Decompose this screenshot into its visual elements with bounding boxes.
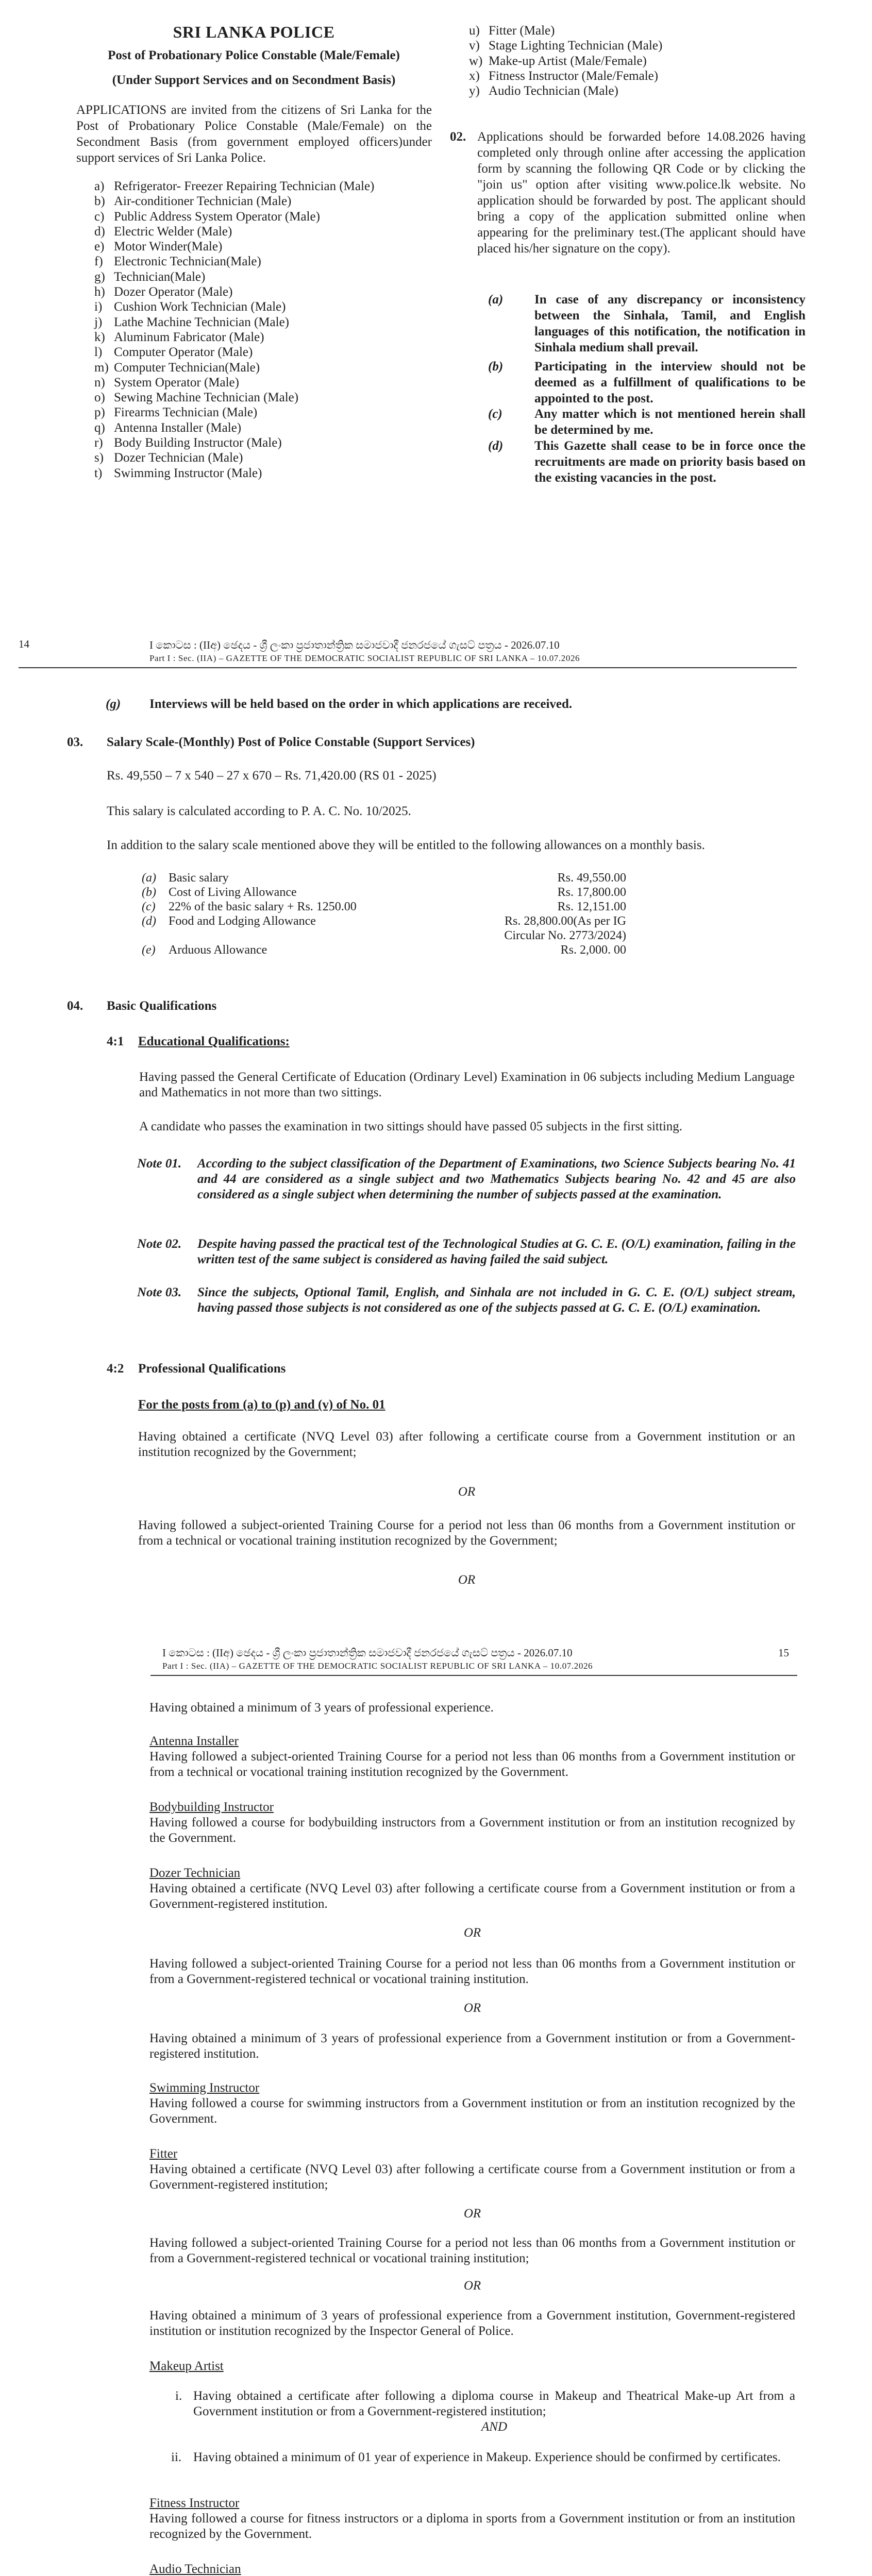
post-key: c) [94, 209, 105, 224]
posts-list-right [469, 23, 799, 98]
fitter-heading: Fitter [149, 2147, 178, 2161]
notice-subtitle: Post of Probationary Police Constable (Male/Female) [108, 48, 400, 62]
post-label: Electric Welder (Male) [114, 224, 232, 239]
posts-a-to-p-heading: For the posts from (a) to (p) and (v) of No. 01 [138, 1398, 385, 1412]
or-separator: OR [458, 1485, 476, 1499]
fitter-training: Having followed a subject-oriented Training Course for a period not less than 06 months from a Government institution or from a Government-registered technical or vocational training institution; [149, 2236, 795, 2265]
allowance-value-note: Circular No. 2773/2024) [504, 929, 626, 942]
post-label: Stage Lighting Technician (Male) [489, 39, 663, 53]
bodybuilding-instructor-text: Having followed a course for bodybuilding instructors from a Government institution or from an institution recognized by the Government. [149, 1816, 795, 1845]
section-03-number: 03. [67, 735, 83, 749]
post-list-item [469, 69, 799, 83]
post-key: u) [469, 24, 480, 38]
post-key: m) [94, 360, 109, 375]
post-label: System Operator (Male) [114, 375, 239, 389]
post-list-item [94, 194, 424, 209]
section-03-title: Salary Scale-(Monthly) Post of Police Constable (Support Services) [107, 735, 475, 749]
post-key: r) [94, 436, 103, 450]
post-list-item [94, 254, 424, 269]
or-separator: OR [463, 2279, 481, 2293]
post-label: Aluminum Fabricator (Male) [114, 330, 264, 344]
salary-scale: Rs. 49,550 – 7 x 540 – 27 x 670 – Rs. 71,420.00 (RS 01 - 2025) [107, 769, 437, 783]
notice-title: SRI LANKA POLICE [173, 23, 335, 41]
notice-note [488, 406, 806, 438]
gazette-header-sinhala-15: I කොටස : (IIඅ) ඡෙදය - ශ්‍රී ලංකා ප්‍රජාතාන්ත්‍රික සමාජවාදී ජනරජයේ ගැසට් පත්‍රය - 2026.07.10 [162, 1647, 573, 1659]
post-list-item [94, 284, 424, 299]
post-label: Swimming Instructor (Male) [114, 466, 262, 480]
post-label: Dozer Operator (Male) [114, 285, 233, 299]
prof-experience-line: Having obtained a minimum of 3 years of professional experience. [149, 1701, 494, 1715]
section-number-02: 02. [450, 130, 466, 144]
or-separator: OR [463, 2001, 481, 2015]
post-list-item [94, 224, 424, 239]
notice-note [488, 292, 806, 355]
post-list-item [94, 466, 424, 481]
post-key: p) [94, 405, 105, 420]
section-4-1-number: 4:1 [107, 1035, 124, 1048]
note-text: Any matter which is not mentioned herein shall be determined by me. [534, 407, 806, 437]
section-02-text: Applications should be forwarded before 14.08.2026 having completed only through online after accessing the application form by scanning the following QR Code or by clicking the "join us" option after visiting www.police.lk website. No application should be forwarded by post. The applicant should bring a copy of the application submitted online when appearing for the preliminary test.(The applicant should have placed his/her signature on the copy). [477, 130, 806, 256]
note-text: This Gazette shall cease to be in force once the recruitments are made on priority basis based on the existing vacancies in the post. [534, 439, 806, 485]
post-key: b) [94, 194, 105, 209]
allowance-label: Basic salary [169, 871, 229, 885]
allowance-value: Rs. 2,000. 00 [560, 943, 626, 957]
makeup-item-ii-key: ii. [171, 2450, 182, 2464]
section-4-2-number: 4:2 [107, 1362, 124, 1376]
post-label: Fitness Instructor (Male/Female) [489, 69, 659, 83]
post-label: Antenna Installer (Male) [114, 420, 242, 435]
post-key: f) [94, 255, 103, 269]
post-label: Body Building Instructor (Male) [114, 436, 282, 450]
fitter-experience: Having obtained a minimum of 3 years of professional experience from a Government institution, Government-registered institution or institution recognized by the Inspector General of Police. [149, 2309, 795, 2338]
education-note-key: Note 02. [137, 1237, 182, 1251]
post-list-item [94, 315, 424, 330]
allowance-row [142, 914, 626, 943]
section-4-1-title: Educational Qualifications: [138, 1035, 290, 1048]
post-label: Make-up Artist (Male/Female) [489, 54, 647, 68]
note-g-text: Interviews will be held based on the order in which applications are received. [149, 697, 573, 711]
header-rule-14 [19, 667, 797, 668]
intro-paragraph: APPLICATIONS are invited from the citizens of Sri Lanka for the Post of Probationary Police Constable (Male/Female) on the Secondment Basis (from government employed officers)under support services of Sri Lanka Police. [76, 103, 432, 165]
dozer-technician-experience: Having obtained a minimum of 3 years of professional experience from a Government institution or from a Government-registered institution. [149, 2031, 795, 2061]
post-list-item [94, 375, 424, 390]
dozer-technician-training: Having followed a subject-oriented Training Course for a period not less than 06 months from a Government institution or from a Government-registered technical or vocational training institution. [149, 1957, 795, 1986]
allowance-value: Rs. 17,800.00 [557, 886, 626, 899]
post-label: Air-conditioner Technician (Male) [114, 194, 292, 209]
post-label: Lathe Machine Technician (Male) [114, 315, 289, 329]
and-separator: AND [481, 2420, 507, 2434]
post-key: j) [94, 315, 103, 329]
post-key: e) [94, 240, 105, 254]
allowance-value: Rs. 49,550.00 [557, 871, 626, 885]
allowance-label: 22% of the basic salary + Rs. 1250.00 [169, 900, 357, 913]
post-label: Motor Winder(Male) [114, 240, 223, 254]
post-list-item [94, 179, 424, 194]
post-key: y) [469, 84, 480, 98]
post-key: a) [94, 179, 105, 193]
post-list-item [94, 209, 424, 224]
post-list-item [94, 450, 424, 465]
note-text: Participating in the interview should not be deemed as a fulfillment of qualifications to be appointed to the post. [534, 360, 806, 405]
note-text: In case of any discrepancy or inconsistency between the Sinhala, Tamil, and English languages of this notification, the notification in Sinhala medium shall prevail. [534, 293, 806, 354]
note-key: (b) [488, 360, 504, 374]
post-key: l) [94, 345, 103, 360]
education-note [137, 1236, 796, 1267]
post-list-item [469, 83, 799, 98]
section-4-2-title: Professional Qualifications [138, 1362, 286, 1376]
makeup-artist-heading: Makeup Artist [149, 2359, 224, 2373]
allowance-label: Food and Lodging Allowance [169, 914, 316, 928]
post-label: Technician(Male) [114, 269, 206, 284]
post-key: t) [94, 466, 103, 480]
post-label: Electronic Technician(Male) [114, 255, 261, 269]
education-note [137, 1285, 796, 1316]
allowance-value: Rs. 12,151.00 [557, 900, 626, 913]
section-04-number: 04. [67, 999, 83, 1013]
allowance-label: Arduous Allowance [169, 943, 267, 957]
post-key: d) [94, 224, 105, 239]
post-key: n) [94, 375, 105, 389]
post-label: Dozer Technician (Male) [114, 451, 243, 465]
note-g-key: (g) [106, 697, 121, 711]
pac-circular-line: This salary is calculated according to P. A. C. No. 10/2025. [107, 804, 411, 818]
allowance-label: Cost of Living Allowance [169, 886, 297, 899]
header-rule-15 [150, 1675, 797, 1676]
swimming-instructor-text: Having followed a course for swimming instructors from a Government institution or from an institution recognized by the Government. [149, 2096, 795, 2126]
allowance-key: (d) [142, 914, 156, 928]
post-list-item [94, 269, 424, 284]
makeup-item-i-text: Having obtained a certificate after following a diploma course in Makeup and Theatrical Make-up Art from a Government institution or from a Government-registered institution; [193, 2389, 795, 2418]
post-key: w) [469, 54, 483, 68]
education-note-key: Note 03. [137, 1285, 182, 1299]
allowance-row [142, 871, 626, 885]
post-key: v) [469, 39, 480, 53]
bodybuilding-instructor-heading: Bodybuilding Instructor [149, 1800, 274, 1814]
post-label: Cushion Work Technician (Male) [114, 300, 286, 314]
post-key: s) [94, 451, 104, 465]
post-label: Firearms Technician (Male) [114, 405, 258, 420]
post-key: g) [94, 269, 105, 284]
swimming-instructor-heading: Swimming Instructor [149, 2081, 260, 2095]
gazette-header-english-14: Part I : Sec. (IIA) – GAZETTE OF THE DEMOCRATIC SOCIALIST REPUBLIC OF SRI LANKA – 10.07.2026 [149, 653, 580, 663]
audio-technician-heading: Audio Technician [149, 2562, 241, 2576]
post-key: o) [94, 391, 105, 405]
notice-subtitle-2: (Under Support Services and on Secondment Basis) [112, 73, 396, 87]
antenna-installer-text: Having followed a subject-oriented Training Course for a period not less than 06 months from a Government institution or from a technical or vocational training institution recognized by the Government. [149, 1750, 795, 1779]
notice-note [488, 438, 806, 486]
fitness-instructor-heading: Fitness Instructor [149, 2496, 240, 2510]
antenna-installer-heading: Antenna Installer [149, 1734, 239, 1748]
post-list-item [94, 360, 424, 375]
post-list-item [94, 330, 424, 345]
allowance-intro: In addition to the salary scale mentioned above they will be entitled to the following allowances on a monthly basis. [107, 838, 705, 852]
post-list-item [94, 435, 424, 450]
allowance-row [142, 900, 626, 914]
or-separator: OR [463, 1926, 481, 1940]
post-label: Computer Technician(Male) [114, 360, 260, 375]
allowance-key: (a) [142, 871, 156, 885]
post-list-item [94, 345, 424, 360]
post-label: Computer Operator (Male) [114, 345, 253, 360]
education-note [137, 1156, 796, 1202]
post-list-item [469, 38, 799, 53]
makeup-item-ii-text: Having obtained a minimum of 01 year of experience in Makeup. Experience should be confirmed by certificates. [193, 2450, 781, 2464]
allowance-key: (e) [142, 943, 156, 957]
edu-qualification-paragraph: Having passed the General Certificate of Education (Ordinary Level) Examination in 06 subjects including Medium Language and Mathematics in not more than two sittings. [139, 1070, 795, 1099]
allowance-row [142, 885, 626, 900]
post-list-item [94, 239, 424, 254]
education-note-text: Since the subjects, Optional Tamil, English, and Sinhala are not included in G. C. E. (O/L) subject stream, having passed those subjects is not considered as one of the subjects passed at G. C. E. (O/L) examination. [197, 1285, 796, 1315]
post-list-item [94, 420, 424, 435]
makeup-item-i-key: i. [175, 2389, 182, 2403]
note-key: (d) [488, 439, 504, 453]
note-key: (a) [488, 293, 504, 307]
post-label: Sewing Machine Technician (Male) [114, 391, 299, 405]
posts-list-left [94, 179, 424, 481]
allowance-key: (c) [142, 900, 156, 913]
fitter-nvq: Having obtained a certificate (NVQ Level 03) after following a certificate course from a Government institution or from a Government-registered institution; [149, 2162, 795, 2192]
dozer-technician-heading: Dozer Technician [149, 1866, 241, 1880]
post-key: h) [94, 285, 105, 299]
allowance-row [142, 943, 626, 957]
or-separator: OR [463, 2207, 481, 2221]
education-note-text: According to the subject classification of the Department of Examinations, two Science Subjects bearing No. 41 and 44 are considered as a single subject and two Mathematics Subjects bearing No. 42 and 45 are also considered as a single subject when determining the number of subjects passed at the examination. [197, 1157, 796, 1201]
note-key: (c) [488, 407, 502, 421]
post-label: Public Address System Operator (Male) [114, 209, 320, 224]
allowance-value: Rs. 28,800.00(As per IG [505, 914, 626, 928]
allowances-table [142, 871, 626, 957]
post-label: Fitter (Male) [489, 24, 555, 38]
section-04-title: Basic Qualifications [107, 999, 217, 1013]
prof-qualification-nvq: Having obtained a certificate (NVQ Level 03) after following a certificate course from a Government institution or an institution recognized by the Government; [138, 1430, 795, 1459]
edu-two-sittings-paragraph: A candidate who passes the examination in two sittings should have passed 05 subjects in the first sitting. [139, 1120, 683, 1133]
gazette-header-english-15: Part I : Sec. (IIA) – GAZETTE OF THE DEMOCRATIC SOCIALIST REPUBLIC OF SRI LANKA – 10.07.2026 [162, 1661, 593, 1671]
gazette-header-sinhala-14: I කොටස : (IIඅ) ඡෙදය - ශ්‍රී ලංකා ප්‍රජාතාන්ත්‍රික සමාජවාදී ජනරජයේ ගැසට් පත්‍රය - 2026.07.10 [149, 639, 560, 651]
prof-qualification-training: Having followed a subject-oriented Training Course for a period not less than 06 months from a Government institution or from a technical or vocational training institution recognized by the Government; [138, 1518, 795, 1548]
post-key: i) [94, 300, 103, 314]
page-number-15: 15 [778, 1647, 789, 1659]
allowance-key: (b) [142, 886, 156, 899]
education-note-text: Despite having passed the practical test of the Technological Studies at G. C. E. (O/L) examination, failing in the written test of the same subject is considered as having failed the said subject. [197, 1237, 796, 1266]
post-list-item [469, 54, 799, 69]
post-list-item [469, 23, 799, 38]
notice-note [488, 359, 806, 406]
education-note-key: Note 01. [137, 1157, 182, 1171]
post-list-item [94, 390, 424, 405]
post-label: Refrigerator- Freezer Repairing Technician (Male) [114, 179, 375, 193]
or-separator: OR [458, 1573, 476, 1587]
post-label: Audio Technician (Male) [489, 84, 618, 98]
dozer-technician-nvq: Having obtained a certificate (NVQ Level 03) after following a certificate course from a Government institution or from a Government-registered institution. [149, 1882, 795, 1911]
post-key: k) [94, 330, 105, 344]
post-list-item [94, 299, 424, 314]
page-number-14: 14 [19, 638, 29, 650]
post-key: q) [94, 420, 105, 435]
fitness-instructor-text: Having followed a course for fitness instructors or a diploma in sports from a Government institution or from an institution recognized by the Government. [149, 2512, 795, 2541]
post-key: x) [469, 69, 480, 83]
post-list-item [94, 405, 424, 420]
